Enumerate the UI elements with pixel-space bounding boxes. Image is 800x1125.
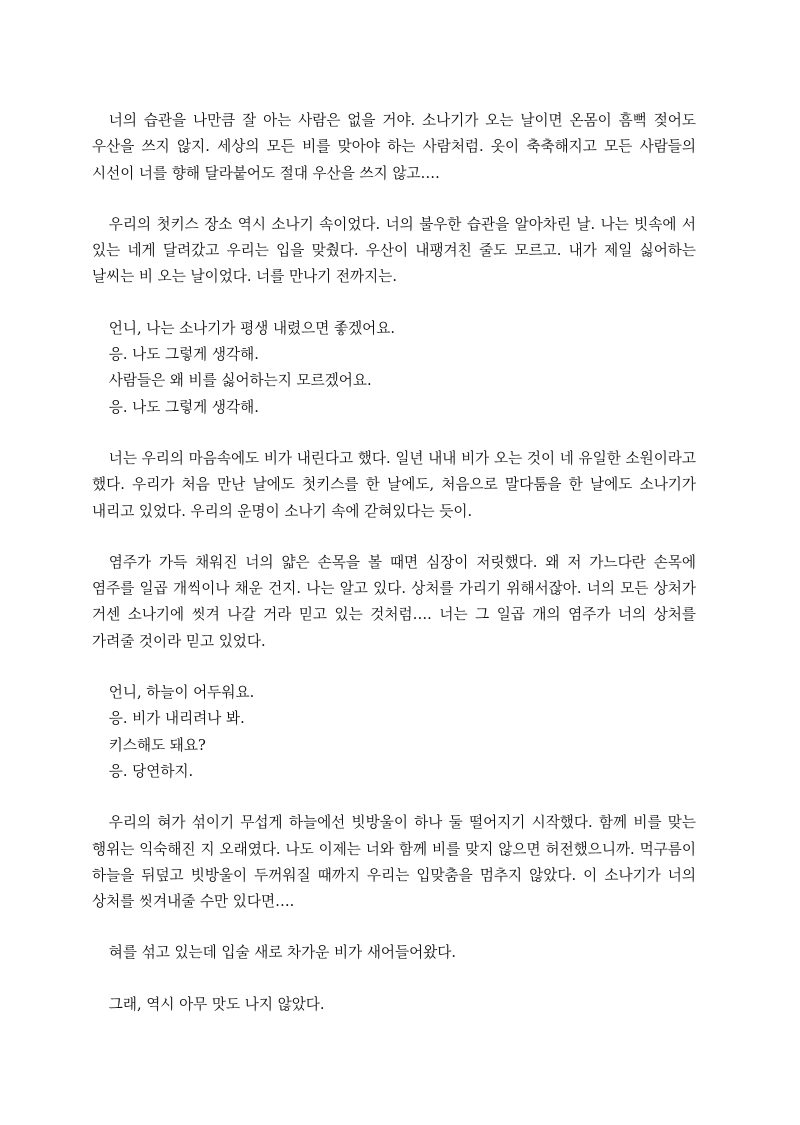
dialogue-line: 언니, 나는 소나기가 평생 내렸으면 좋겠어요. — [108, 319, 396, 337]
dialogue-line: 응. 나도 그렇게 생각해. — [108, 346, 259, 364]
dialogue-line: 키스해도 돼요? — [108, 736, 206, 754]
dialogue-line: 응. 당연하지. — [108, 762, 194, 780]
paragraph-prayer-beads: 염주가 가득 채워진 너의 얇은 손목을 볼 때면 심장이 저릿했다. 왜 저 가느다란 손목에 염주를 일곱 개씩이나 채운 건지. 나는 알고 있다. 상처를 가리기 위해서잖아. 너의 모든 상처가 거센 소나기에 씻겨 나갈 거라 믿고 있는 것처럼…. 너는 그 일곱 개의 염주가 너의 상처를 가려줄 것이라 믿고 있었다. — [92, 553, 696, 650]
dialogue-line: 사람들은 왜 비를 싫어하는지 모르겠어요. — [108, 372, 372, 390]
paragraph-rain-in-heart: 너는 우리의 마음속에도 비가 내린다고 했다. 일년 내내 비가 오는 것이 네 유일한 소원이라고 했다. 우리가 처음 만난 날에도 첫키스를 한 날에도, 처음으로 말다툼을 한 날에도 소나기가 내리고 있었다. 우리의 운명이 소나기 속에 갇혀있다는 듯이. — [92, 449, 696, 520]
document-body — [92, 108, 696, 1043]
paragraph-first-kiss: 우리의 첫키스 장소 역시 소나기 속이었다. 너의 불우한 습관을 알아차린 날. 나는 빗속에 서 있는 네게 달려갔고 우리는 입을 맞췄다. 우산이 내팽겨친 줄도 모르고. 내가 제일 싫어하는 날씨는 비 오는 날이었다. 너를 만나기 전까지는. — [92, 215, 696, 286]
dialogue-line: 응. 비가 내리려나 봐. — [108, 710, 245, 728]
dialogue-line: 응. 나도 그렇게 생각해. — [108, 398, 259, 416]
dialogue-dark-sky — [92, 680, 696, 785]
paragraph-habit: 너의 습관을 나만큼 잘 아는 사람은 없을 거야. 소나기가 오는 날이면 온몸이 흠뻑 젖어도 우산을 쓰지 않지. 세상의 모든 비를 맞아야 하는 사람처럼. 옷이 축축해지고 모든 사람들의 시선이 너를 향해 달라붙어도 절대 우산을 쓰지 않고…. — [92, 112, 696, 182]
paragraph-no-taste: 그래, 역시 아무 맛도 나지 않았다. — [108, 995, 325, 1013]
dialogue-line: 언니, 하늘이 어두워요. — [108, 684, 255, 702]
paragraph-cold-rain: 혀를 섞고 있는데 입술 새로 차가운 비가 새어들어왔다. — [108, 944, 457, 962]
paragraph-kiss-in-rain: 우리의 혀가 섞이기 무섭게 하늘에선 빗방울이 하나 둘 떨어지기 시작했다. 함께 비를 맞는 행위는 익숙해진 지 오래였다. 나도 이제는 너와 함께 비를 맞지 않으면 허전했으니까. 먹구름이 하늘을 뒤덮고 빗방울이 두꺼워질 때까지 우리는 입맞춤을 멈추지 않았다. 이 소나기가 너의 상처를 씻겨내줄 수만 있다면…. — [92, 814, 696, 911]
dialogue-rain-wish — [92, 316, 696, 421]
